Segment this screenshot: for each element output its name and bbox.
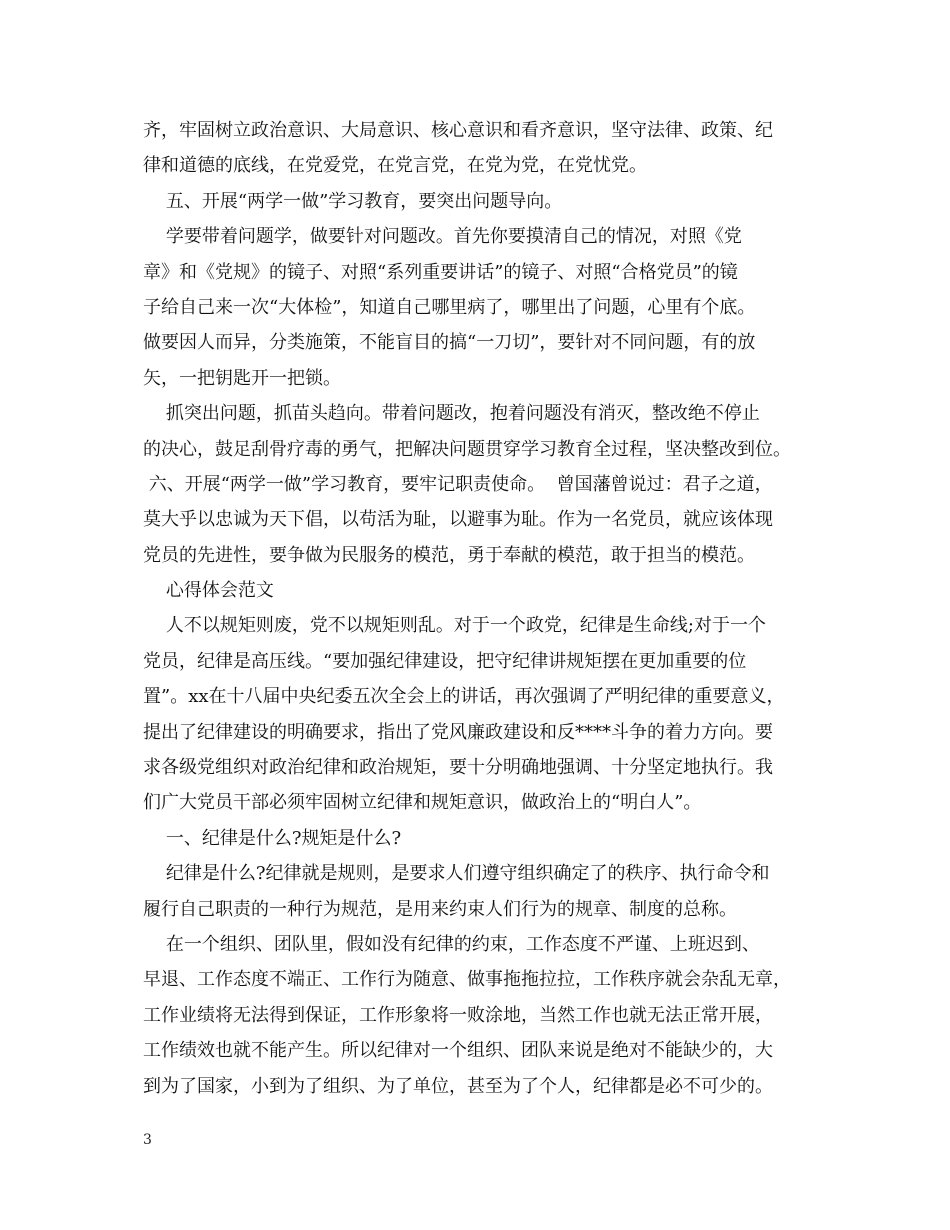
text-line: 莫大乎以忠诚为天下倡，以苟活为耻，以避事为耻。作为一名党员，就应该体现 (143, 509, 773, 531)
text-line: 求各级党组织对政治纪律和政治规矩，要十分明确地强调、十分坚定地执行。我 (143, 757, 773, 779)
section-heading: 六、开展“两学一做”学习教育，要牢记职责使命。 曾国藩曾说过：君子之道， (143, 473, 773, 495)
text-line: 履行自己职责的一种行为规范，是用来约束人们行为的规章、制度的总称。 (143, 898, 737, 920)
text-line: 到为了国家，小到为了组织、为了单位，甚至为了个人，纪律都是必不可少的。 (143, 1075, 773, 1097)
text-line: 早退、工作态度不端正、工作行为随意、做事拖拖拉拉，工作秩序就会杂乱无章， (143, 969, 791, 991)
text-line: 子给自己来一次“大体检”，知道自己哪里病了，哪里出了问题，心里有个底。 (143, 296, 756, 318)
article-title: 心得体会范文 (143, 580, 274, 602)
text-line: 做要因人而异，分类施策，不能盲目的搞“一刀切”，要针对不同问题，有的放 (143, 332, 756, 354)
text-line: 人不以规矩则废，党不以规矩则乱。对于一个政党，纪律是生命线;对于一个 (143, 615, 766, 637)
text-line: 工作业绩将无法得到保证，工作形象将一败涂地，当然工作也就无法正常开展， (143, 1004, 773, 1026)
text-line: 章》和《党规》的镜子、对照“系列重要讲话”的镜子、对照“合格党员”的镜 (143, 261, 738, 283)
page-number: 3 (143, 1132, 152, 1148)
text-line: 矢，一把钥匙开一把锁。 (143, 367, 341, 389)
text-line: 学要带着问题学，做要针对问题改。首先你要摸清自己的情况，对照《党 (143, 226, 742, 248)
text-line: 们广大党员干部必须牢固树立纪律和规矩意识，做政治上的“明白人”。 (143, 792, 702, 814)
text-line: 党员的先进性，要争做为民服务的模范，勇于奉献的模范，敢于担当的模范。 (143, 544, 755, 566)
text-line: 律和道德的底线，在党爱党，在党言党，在党为党，在党忧党。 (143, 155, 647, 177)
text-line: 党员，纪律是高压线。“要加强纪律建设，把守纪律讲规矩摆在更加重要的位 (143, 650, 747, 672)
text-line: 工作绩效也就不能产生。所以纪律对一个组织、团队来说是绝对不能缺少的，大 (143, 1040, 773, 1062)
text-line: 抓突出问题，抓苗头趋向。带着问题改，抱着问题没有消灭，整改绝不停止 (143, 403, 760, 425)
section-heading: 五、开展“两学一做”学习教育，要突出问题导向。 (143, 190, 563, 212)
body-text (143, 113, 827, 1104)
text-line: 的决心，鼓足刮骨疗毒的勇气，把解决问题贯穿学习教育全过程，坚决整改到位。 (143, 438, 791, 460)
text-line: 置”。xx在十八届中央纪委五次全会上的讲话，再次强调了严明纪律的重要意义， (143, 686, 785, 708)
text-line: 提出了纪律建设的明确要求，指出了党风廉政建设和反****斗争的着力方向。要 (143, 721, 773, 743)
text-line: 纪律是什么?纪律就是规则，是要求人们遵守组织确定了的秩序、执行命令和 (143, 863, 770, 885)
section-heading: 一、纪律是什么?规矩是什么? (143, 827, 402, 849)
text-line: 齐，牢固树立政治意识、大局意识、核心意识和看齐意识，坚守法律、政策、纪 (143, 120, 773, 141)
text-line: 在一个组织、团队里，假如没有纪律的约束，工作态度不严谨、上班迟到、 (143, 933, 760, 955)
